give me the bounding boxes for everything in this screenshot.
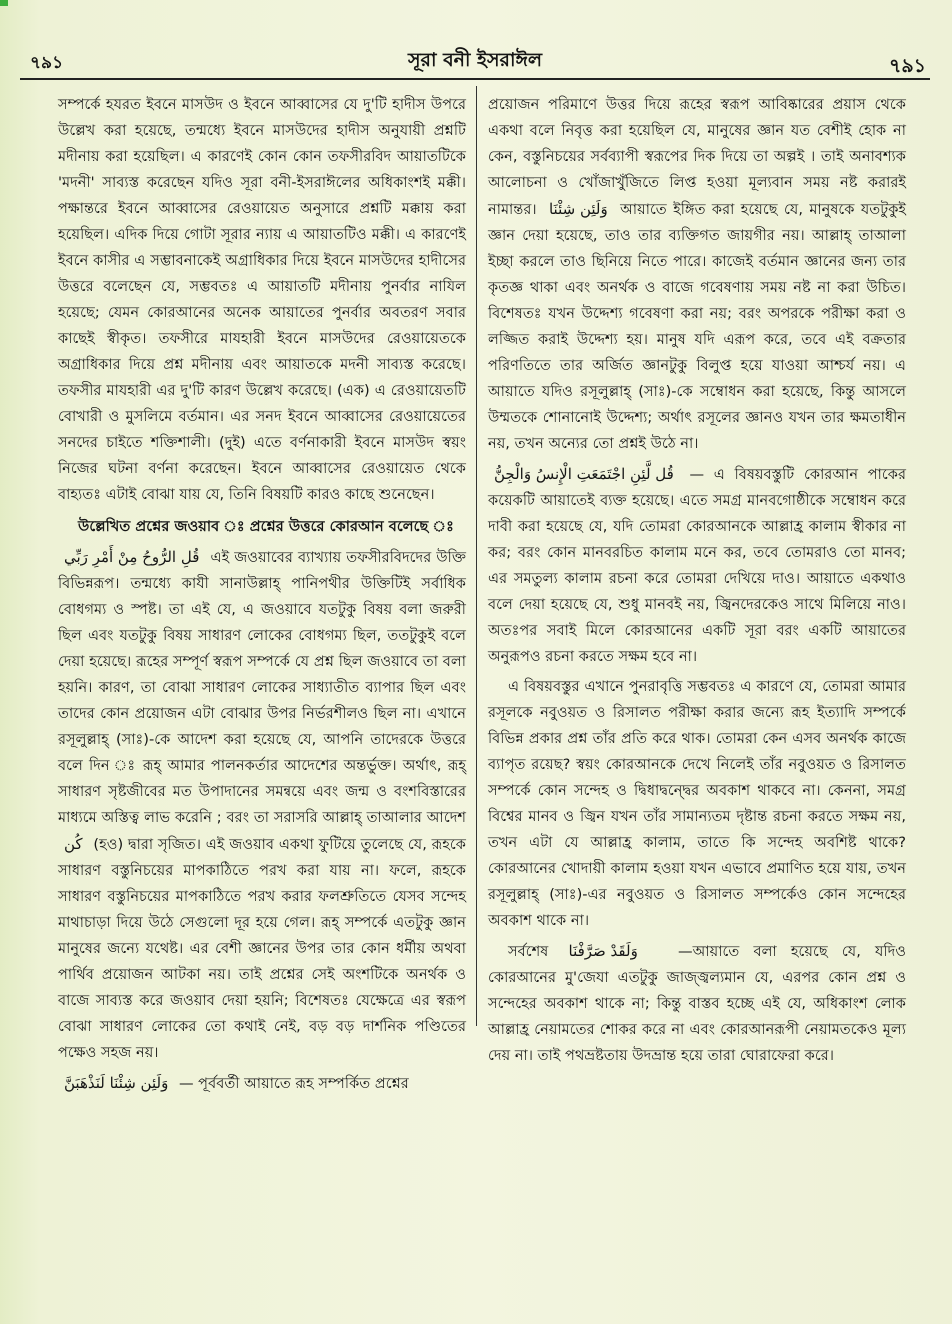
arabic-verse: وَلَقَدْ صَرَّفْنَا xyxy=(568,942,638,960)
paragraph: এ বিষয়বস্তুর এখানে পুনরাবৃত্তি সম্ভবতঃ এ কারণে যে, তোমরা আমার রসূলকে নবুওয়ত ও রিসালত পরীক্ষা করার জন্যে রূহ ইত্যাদি সম্পর্কে বিভিন্ন প্রকার প্রশ্ন তাঁর প্রতি করে থাক। তোমরা কেন এসব অনর্থক কাজে ব্যাপৃত রয়েছ? স্বয়ং কোরআনকে দেখে নিলেই তাঁর নবুওয়ত ও রিসালত সম্পর্কে কোন সন্দেহ ও দ্বিধাদ্বন্দ্বের অবকাশ থাকবে না। কেননা, সমগ্র বিশ্বের মানব ও জ্বিন যখন তাঁর সামান্যতম দৃষ্টান্ত রচনা করতে সক্ষম নয়, তখন এটা যে আল্লাহ্র কালাম, তাতে কি সন্দেহ অবশিষ্ট থাকে? কোরআনের খোদায়ী কালাম হওয়া যখন এভাবে প্রমাণিত হয়ে যায়, তখন রসূলুল্লাহ্ (সাঃ)-এর নবুওয়ত ও রিসালত সম্পর্কেও কোন সন্দেহের অবকাশ থাকে না। xyxy=(488,678,906,929)
arabic-verse: وَلَئِن شِئْنَا xyxy=(548,200,608,218)
paragraph xyxy=(488,938,906,1069)
paragraph xyxy=(488,461,906,670)
right-column xyxy=(488,92,906,1073)
section-heading: উল্লেখিত প্রশ্নের জওয়াব ঃ প্রশ্নের উত্তরে কোরআন বলেছে ঃ xyxy=(78,518,454,535)
page-header xyxy=(20,36,930,80)
paragraph-text: আয়াতে ইঙ্গিত করা হয়েছে যে, মানুষকে যতটুকুই জ্ঞান দেয়া হয়েছে, তাও তার ব্যক্তিগত জায়গীর নয়। আল্লাহ্ তাআলা ইচ্ছা করলে তাও ছিনিয়ে নিতে পারে। কাজেই বর্তমান জ্ঞানের জন্য তার কৃতজ্ঞ থাকা এবং অনর্থক ও বাজে গবেষণায় সময় নষ্ট না করা উচিত। বিশেষতঃ যখন উদ্দেশ্য গবেষণা করা নয়; বরং অপরকে পরীক্ষা করা ও লজ্জিত করাই উদ্দেশ্য হয়। মানুষ যদি এরূপ করে, তবে এই বক্রতার পরিণতিতে তার অর্জিত জ্ঞানটুকু বিলুপ্ত হয়ে যাওয়া আশ্চর্য নয়। এ আয়াতে যদিও রসূলুল্লাহ্ (সাঃ)-কে সম্বোধন করা হয়েছে, কিন্তু আসলে উম্মতকে শোনানোই উদ্দেশ্য; অর্থাৎ রসূলের জ্ঞানও যখন তার ক্ষমতাধীন নয়, তখন অন্যের তো প্রশ্নই উঠে না। xyxy=(488,201,907,452)
paragraph: সম্পর্কে হযরত ইবনে মাসউদ ও ইবনে আব্বাসের যে দু'টি হাদীস উপরে উল্লেখ করা হয়েছে, তন্মধ্যে ইবনে মাসউদের হাদীস অনুযায়ী প্রশ্নটি মদীনায় করা হয়েছিল। এ কারণেই কোন কোন তফসীরবিদ আয়াতটিকে 'মদনী' সাব্যস্ত করেছেন যদিও সূরা বনী-ইসরাঈলের অধিকাংশই মক্কী। পক্ষান্তরে ইবনে আব্বাসের রেওয়ায়েত অনুসারে প্রশ্নটি মক্কায় করা হয়েছিল। এদিক দিয়ে গোটা সূরার ন্যায় এ আয়াতটিও মক্কী। এ কারণেই ইবনে কাসীর এ সম্ভাবনাকেই অগ্রাধিকার দিয়ে ইবনে মাসউদের হাদীসের উত্তরে বলেছেন যে, সম্ভবতঃ এ আয়াতটি মদীনায় পুনর্বার নাযিল হয়েছে; যেমন কোরআনের অনেক আয়াতের পুনর্বার অবতরণ সবার কাছেই স্বীকৃত। তফসীরে মাযহারী ইবনে মাসউদের রেওয়ায়েতকে অগ্রাধিকার দিয়ে প্রশ্ন মদীনায় এবং আয়াতকে মদনী সাব্যস্ত করেছে। তফসীর মাযহারী এর দু'টি কারণ উল্লেখ করেছে। (এক) এ রেওয়ায়েতটি বোখারী ও মুসলিমে বর্তমান। এর সনদ ইবনে আব্বাসের রেওয়ায়েতের সনদের চাইতে শক্তিশালী। (দুই) এতে বর্ণনাকারী ইবনে মাসউদ স্বয়ং নিজের ঘটনা বর্ণনা করেছেন। ইবনে আব্বাসের রেওয়ায়েত থেকে বাহ্যতঃ এটাই বোঝা যায় যে, তিনি বিষয়টি কারও কাছে শুনেছেন। xyxy=(58,96,466,503)
paragraph-text: — পূর্ববর্তী আয়াতে রূহ সম্পর্কিত প্রশ্নের xyxy=(178,1075,409,1092)
paragraph-text: সর্বশেষ xyxy=(508,943,549,960)
paragraph xyxy=(58,544,466,1066)
column-divider xyxy=(476,86,477,1026)
arabic-verse: قُل لَّئِنِ اجْتَمَعَتِ الْإِنسُ وَالْجِنُّ xyxy=(494,465,674,483)
paragraph-text: প্রয়োজন পরিমাণে উত্তর দিয়ে রূহের স্বরূপ আবিষ্কারের প্রয়াস থেকে একথা বলে নিবৃত্ত করা হয়েছিল যে, মানুষের জ্ঞান যত বেশীই হোক না কেন, বস্তুনিচয়ের সর্বব্যাপী স্বরূপের দিক দিয়ে তা অল্পই । তাই অনাবশ্যক আলোচনা ও খোঁজাখুঁজিতে লিপ্ত হওয়া মূল্যবান সময় নষ্ট করারই নামান্তর। xyxy=(488,96,906,218)
paragraph-text: এই জওয়াবের ব্যাখ্যায় তফসীরবিদদের উক্তি বিভিন্নরূপ। তন্মধ্যে কাযী সানাউল্লাহ্ পানিপথীর উক্তিটিই সর্বাধিক বোধগম্য ও স্পষ্ট। তা এই যে, এ জওয়াবে যতটুকু বিষয় বলা জরুরী ছিল এবং যতটুকু বিষয় সাধারণ লোকের বোধগম্য ছিল, ততটুকুই বলে দেয়া হয়েছে। রূহের সম্পূর্ণ স্বরূপ সম্পর্কে যে প্রশ্ন ছিল জওয়াবে তা বলা হয়নি। কারণ, তা বোঝা সাধারণ লোকের সাধ্যাতীত ব্যাপার ছিল এবং তাদের কোন প্রয়োজন এটা বোঝার উপর নির্ভরশীলও ছিল না। এখানে রসূলুল্লাহ্ (সাঃ)-কে আদেশ করা হয়েছে যে, আপনি তাদেরকে উত্তরে বলে দিন ঃ রূহ্ আমার পালনকর্তার আদেশের অন্তর্ভুক্ত। অর্থাৎ, রূহ্ সাধারণ সৃষ্টজীবের মত উপাদানের সমন্বয়ে এবং জন্ম ও বংশবিস্তারের মাধ্যমে অস্তিত্ব লাভ করেনি ; বরং তা সরাসরি আল্লাহ্ তাআলার আদেশ xyxy=(58,549,467,826)
page-number-left: ৭৯১ xyxy=(30,53,64,73)
edge-mark xyxy=(0,0,8,6)
arabic-word: كُن xyxy=(64,835,83,853)
arabic-verse: قُلِ الرُّوحُ مِنْ أَمْرِ رَبِّي xyxy=(64,548,200,566)
left-column xyxy=(58,92,466,1101)
surah-title: সূরা বনী ইসরাঈল xyxy=(407,49,543,71)
paragraph-text: — এ বিষয়বস্তুটি কোরআন পাকের কয়েকটি আয়াতেই ব্যক্ত হয়েছে। এতে সমগ্র মানবগোষ্ঠীকে সম্বোধন করে দাবী করা হয়েছে যে, যদি তোমরা কোরআনকে আল্লাহ্র কালাম স্বীকার না কর; বরং কোন মানবরচিত কালাম মনে কর, তবে তোমরাও তো মানব; এর সমতুল্য কালাম রচনা করে তোমরা দেখিয়ে দাও। আয়াতে একথাও বলে দেয়া হয়েছে যে, শুধু মানবই নয়, জ্বিনদেরকেও সাথে মিলিয়ে নাও। অতঃপর সবাই মিলে কোরআনের একটি সূরা বরং একটি আয়াতের অনুরূপও রচনা করতে সক্ষম হবে না। xyxy=(488,466,906,665)
paragraph-text: —আয়াতে বলা হয়েছে যে, যদিও কোরআনের মু'জেযা এতটুকু জাজ্জ্বল্যমান যে, এরপর কোন প্রশ্ন ও সন্দেহের অবকাশ থাকে না; কিন্তু বাস্তব হচ্ছে এই যে, অধিকাংশ লোক আল্লাহ্র নেয়ামতের শোকর করে না এবং কোরআনরূপী নেয়ামতকেও মূল্য দেয় না। তাই পথভ্রষ্টতায় উদভ্রান্ত হয়ে তারা ঘোরাফেরা করে। xyxy=(488,943,907,1064)
page-number-right: ৭৯১ xyxy=(888,55,926,77)
paragraph xyxy=(488,92,906,457)
paragraph-text: (হও) দ্বারা সৃজিত। এই জওয়াব একথা ফুটিয়ে তুলেছে যে, রূহকে সাধারণ বস্তুনিচয়ের মাপকাঠিতে পরখ করা যায় না। ফলে, রূহকে সাধারণ বস্তুনিচয়ের মাপকাঠিতে পরখ করার ফলশ্রুতিতে যেসব সন্দেহ মাথাচাড়া দিয়ে উঠে সেগুলো দূর হয়ে গেল। রূহ্ সম্পর্কে এতটুকু জ্ঞান মানুষের জন্যে যথেষ্ট। এর বেশী জ্ঞানের উপর তার কোন ধর্মীয় অথবা পার্থিব প্রয়োজন আটকা নয়। তাই প্রশ্নের সেই অংশটিকে অনর্থক ও বাজে সাব্যস্ত করে জওয়াব দেয়া হয়নি; বিশেষতঃ যেক্ষেত্রে এর স্বরূপ বোঝা সাধারণ লোকের তো কথাই নেই, বড় বড় দার্শনিক পণ্ডিতের পক্ষেও সহজ নয়। xyxy=(58,836,466,1061)
paragraph xyxy=(58,1070,466,1097)
arabic-verse: وَلَئِن شِئْنَا لَنَذْهَبَنَّ xyxy=(64,1074,169,1092)
